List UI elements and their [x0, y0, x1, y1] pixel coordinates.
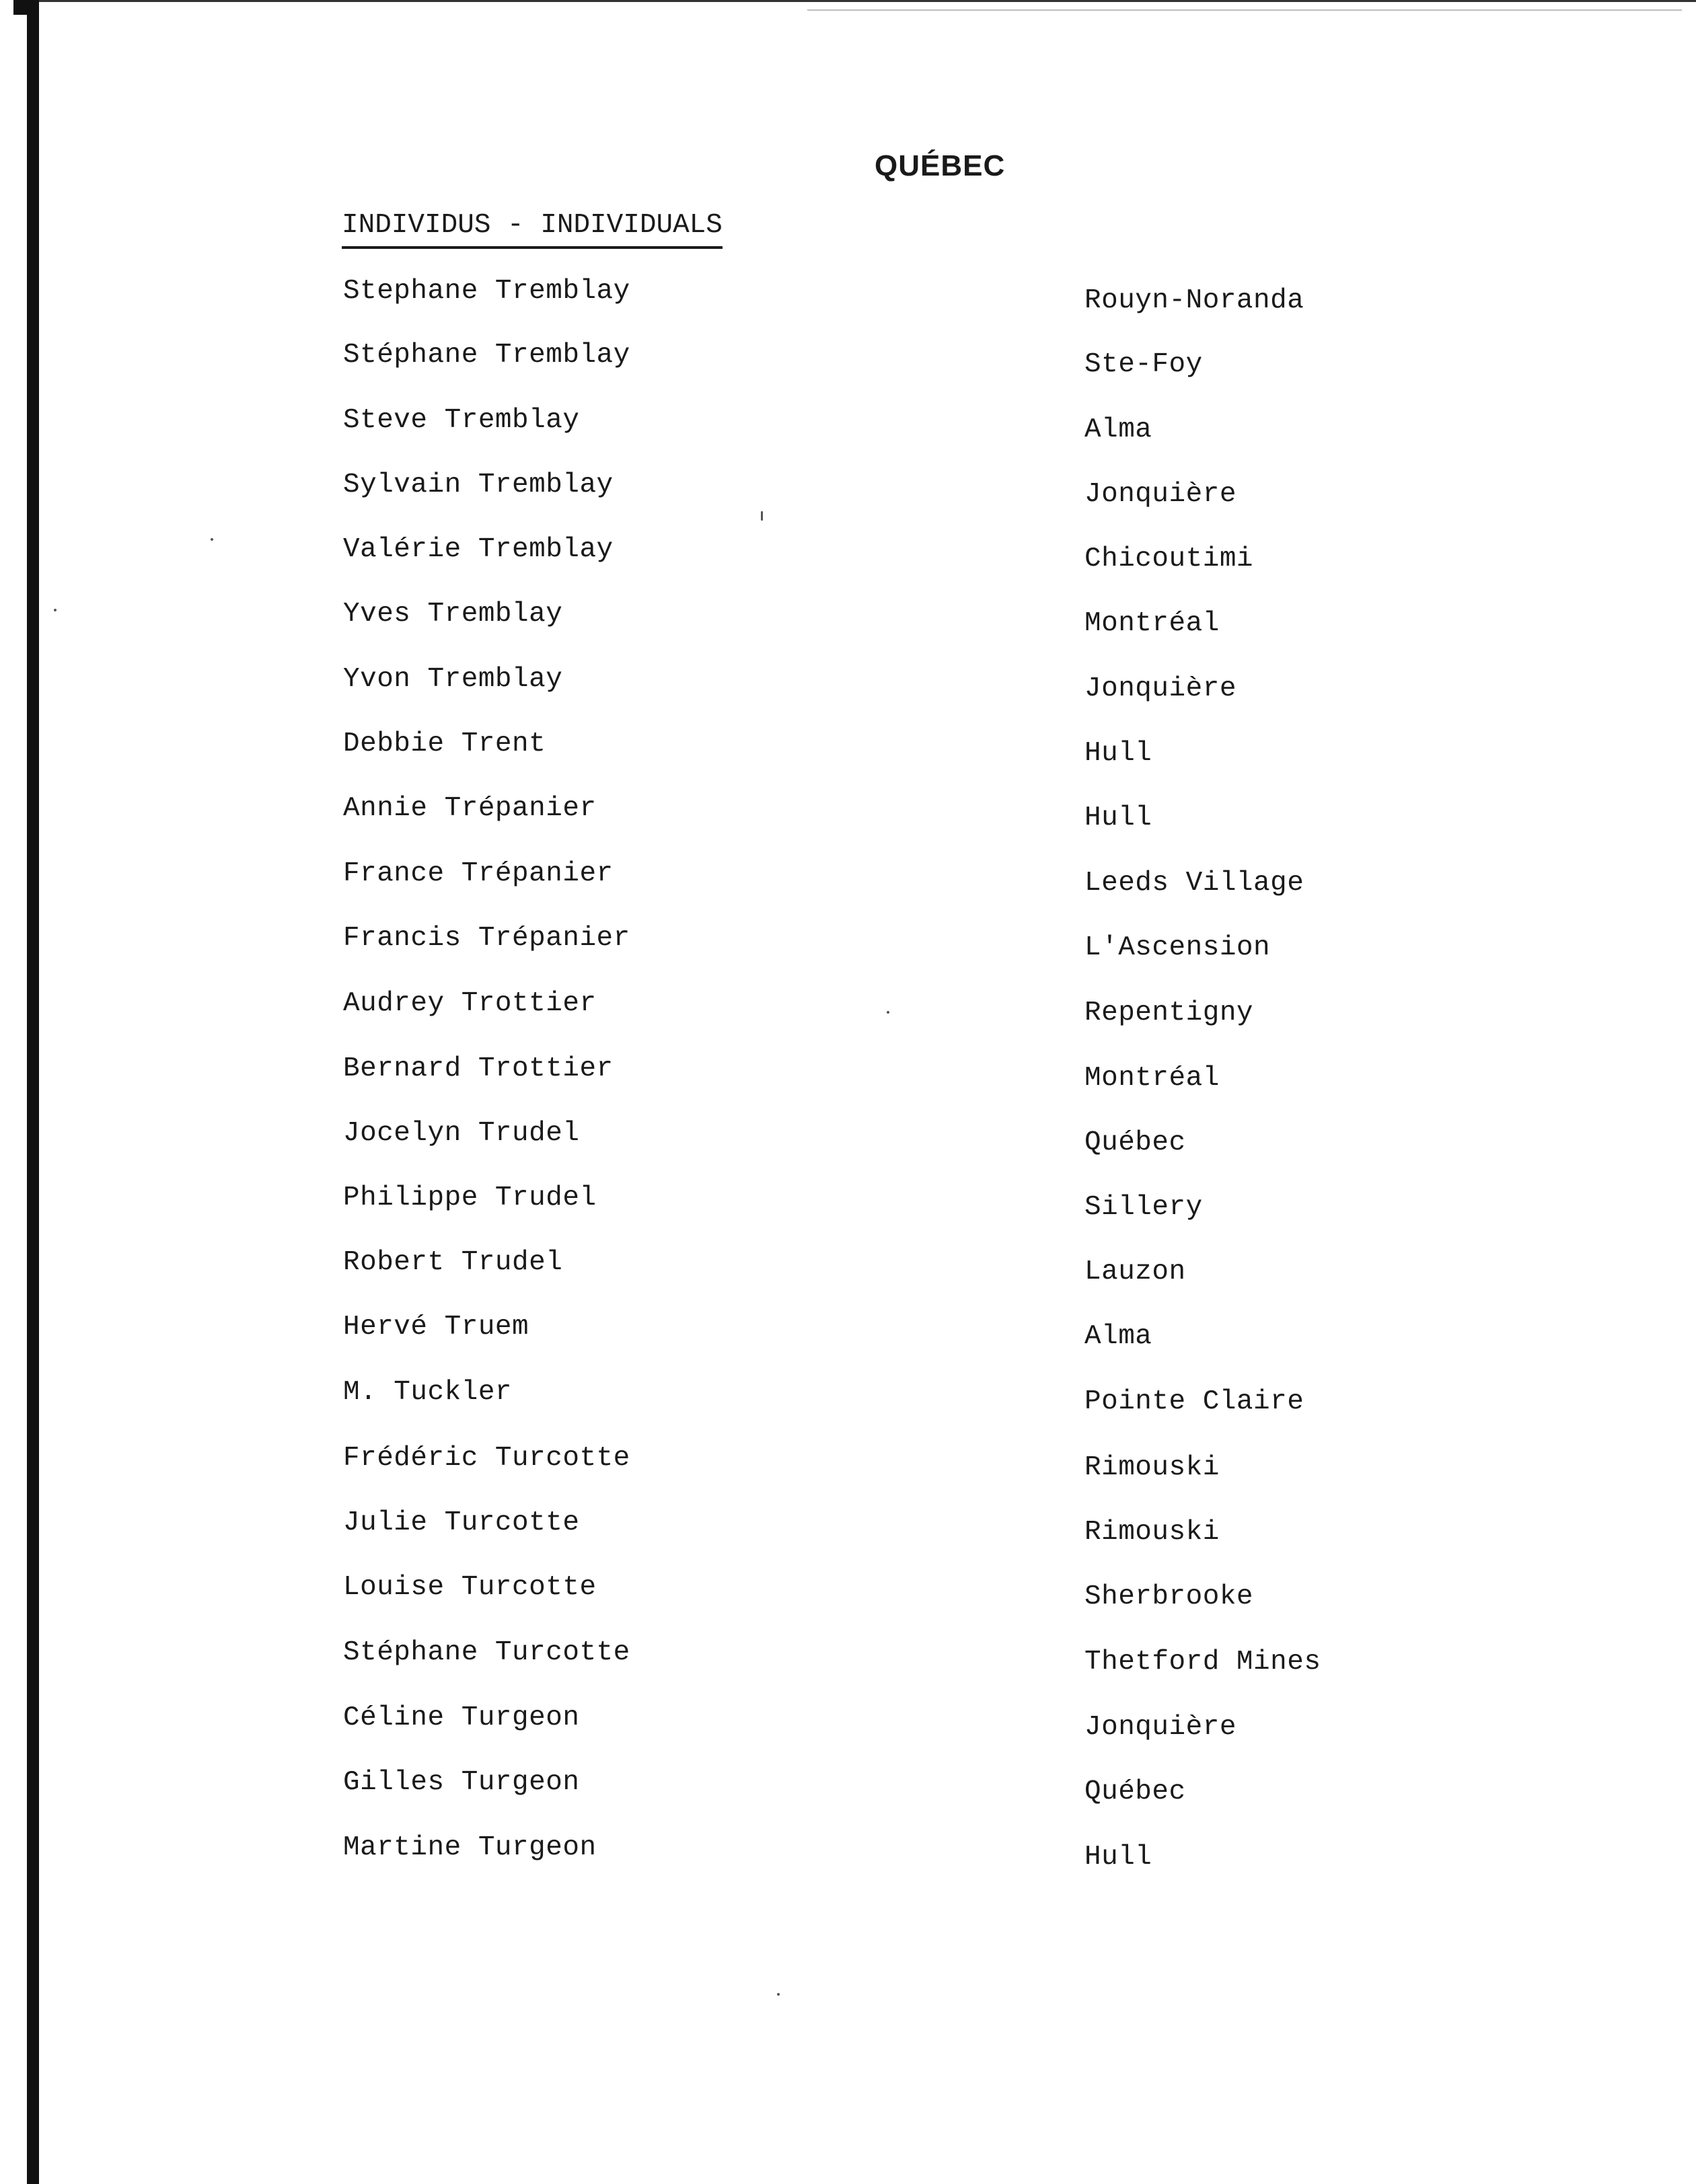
individual-name: Martine Turgeon — [343, 1832, 597, 1863]
individual-name: Céline Turgeon — [343, 1702, 580, 1733]
individual-name: Sylvain Tremblay — [343, 469, 614, 500]
individual-city: Rimouski — [1084, 1452, 1220, 1483]
list-item — [0, 1832, 1696, 1873]
individual-city: Hull — [1084, 738, 1152, 769]
list-item — [0, 1118, 1696, 1158]
list-item — [0, 1702, 1696, 1743]
individual-name: Philippe Trudel — [343, 1182, 597, 1213]
page-title: QUÉBEC — [875, 149, 1006, 182]
list-item — [0, 793, 1696, 833]
individual-city: Pointe Claire — [1084, 1386, 1304, 1417]
individual-city: Thetford Mines — [1084, 1647, 1321, 1678]
individual-name: Hervé Truem — [343, 1312, 529, 1343]
individual-city: Alma — [1084, 414, 1152, 445]
list-item — [0, 664, 1696, 704]
individual-city: Jonquière — [1084, 1712, 1237, 1743]
individual-city: L'Ascension — [1084, 932, 1271, 963]
individual-city: Sherbrooke — [1084, 1581, 1254, 1612]
individual-city: Leeds Village — [1084, 868, 1304, 899]
list-item — [0, 1247, 1696, 1287]
individual-city: Rouyn-Noranda — [1084, 285, 1304, 316]
individual-city: Lauzon — [1084, 1256, 1186, 1287]
individual-name: Francis Trépanier — [343, 923, 630, 954]
scan-top-edge-faint — [807, 9, 1682, 11]
individual-name: Gilles Turgeon — [343, 1767, 580, 1798]
list-item — [0, 728, 1696, 769]
list-item — [0, 1637, 1696, 1678]
list-item — [0, 276, 1696, 316]
list-item — [0, 858, 1696, 899]
individual-city: Jonquière — [1084, 479, 1237, 510]
individual-name: Jocelyn Trudel — [343, 1118, 580, 1149]
individual-city: Jonquière — [1084, 673, 1237, 704]
list-item — [0, 1053, 1696, 1094]
scan-corner-mark — [13, 0, 39, 15]
list-item — [0, 1572, 1696, 1612]
list-item — [0, 469, 1696, 510]
individual-name: Stephane Tremblay — [343, 276, 630, 307]
individual-name: Robert Trudel — [343, 1247, 563, 1278]
list-item — [0, 534, 1696, 574]
list-item — [0, 1767, 1696, 1807]
individual-name: Valérie Tremblay — [343, 534, 614, 565]
list-item — [0, 1182, 1696, 1223]
individual-name: Stéphane Turcotte — [343, 1637, 630, 1668]
individual-name: Audrey Trottier — [343, 988, 597, 1019]
scan-speck — [761, 511, 763, 521]
individual-city: Chicoutimi — [1084, 543, 1254, 574]
individual-name: Annie Trépanier — [343, 793, 597, 824]
individual-name: Frédéric Turcotte — [343, 1443, 630, 1474]
individual-name: Steve Tremblay — [343, 405, 580, 436]
list-item — [0, 405, 1696, 445]
individual-city: Québec — [1084, 1776, 1186, 1807]
individual-name: Yvon Tremblay — [343, 664, 563, 695]
individual-name: Louise Turcotte — [343, 1572, 597, 1603]
individual-name: Debbie Trent — [343, 728, 546, 759]
list-item — [0, 599, 1696, 639]
individual-city: Repentigny — [1084, 997, 1254, 1028]
individual-name: France Trépanier — [343, 858, 614, 889]
list-item — [0, 1312, 1696, 1352]
list-item — [0, 1443, 1696, 1483]
list-item — [0, 923, 1696, 963]
individual-city: Ste-Foy — [1084, 349, 1203, 380]
list-item — [0, 988, 1696, 1028]
individual-city: Montréal — [1084, 608, 1220, 639]
individual-name: Stéphane Tremblay — [343, 340, 630, 371]
scan-speck — [777, 1993, 780, 1996]
individual-name: M. Tuckler — [343, 1377, 513, 1408]
list-item — [0, 1507, 1696, 1548]
individual-city: Rimouski — [1084, 1517, 1220, 1548]
individual-name: Bernard Trottier — [343, 1053, 614, 1084]
individual-city: Hull — [1084, 802, 1152, 833]
individual-city: Alma — [1084, 1321, 1152, 1352]
individual-name: Yves Tremblay — [343, 599, 563, 630]
list-item — [0, 1377, 1696, 1417]
individual-city: Hull — [1084, 1842, 1152, 1873]
individual-city: Québec — [1084, 1127, 1186, 1158]
individual-name: Julie Turcotte — [343, 1507, 580, 1538]
list-item — [0, 340, 1696, 380]
scan-top-edge — [39, 0, 1696, 2]
individual-city: Montréal — [1084, 1063, 1220, 1094]
section-heading: INDIVIDUS - INDIVIDUALS — [342, 210, 723, 249]
individual-city: Sillery — [1084, 1192, 1203, 1223]
